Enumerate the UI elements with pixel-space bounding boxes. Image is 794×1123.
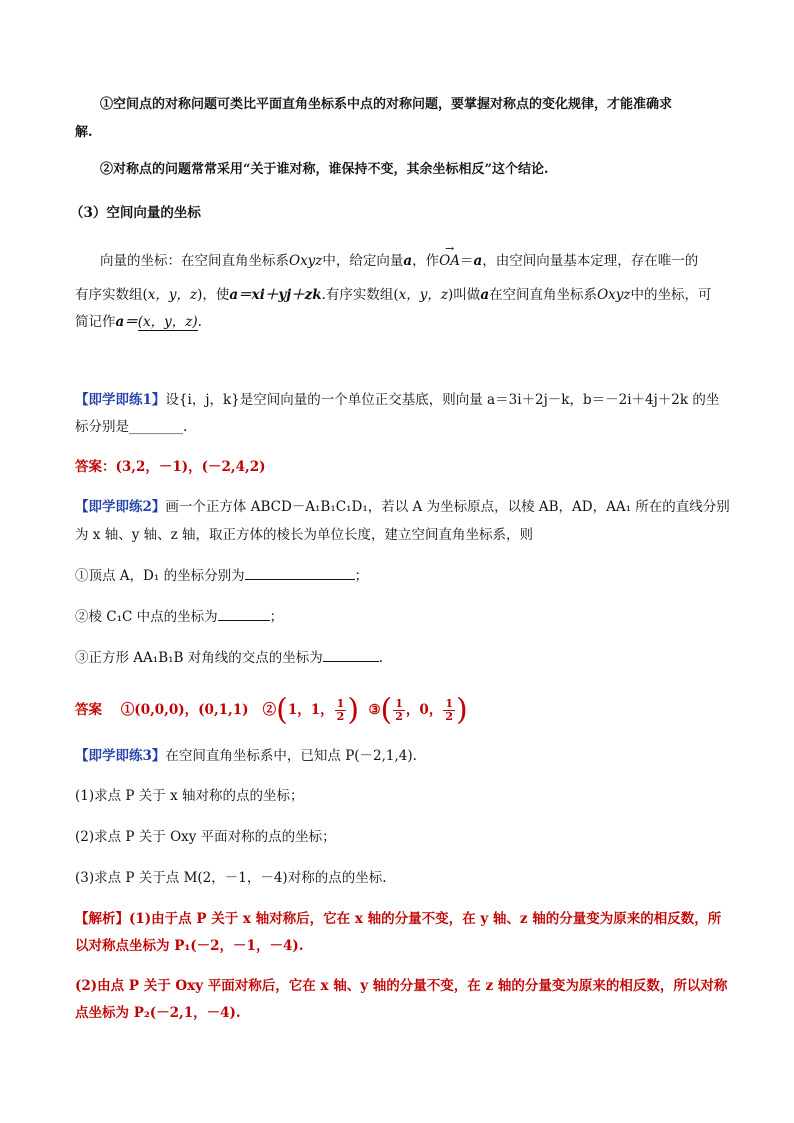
answer-part-2-values: 1，1， (287, 702, 334, 718)
text-segment: 设{i，j，k}是空间向量的一个单位正交基底，则向量 a＝3i＋2j－k，b＝－2i＋4j＋2k 的坐 (165, 392, 720, 408)
exercise-3-analysis-1-line-1 (75, 909, 725, 929)
text-segment: 画一个正方体 ABCD－A₁B₁C₁D₁，若以 A 为坐标原点，以棱 AB，AD，AA₁ 所在的直线分别 (165, 499, 730, 515)
fraction-one-half (335, 698, 347, 723)
answer-text: ：(3,2，－1)，(－2,4,2) (102, 459, 266, 475)
exercise-3-subquestion-3: (3)求点 P 关于点 M(2，－1，－4)对称的点的坐标. (75, 870, 387, 886)
exercise-3-analysis-2-line-2: 点坐标为 P₂(－2,1，－4). (75, 1005, 241, 1021)
right-paren: ) (347, 692, 360, 728)
text-segment: ，作 (412, 253, 440, 269)
exercise-1-answer (75, 457, 725, 477)
vector-a: a (480, 287, 490, 303)
text-segment: x，y，z (398, 287, 449, 303)
text-segment: )，使 (197, 287, 230, 303)
exercise-3-question (75, 746, 725, 766)
text-segment: . (378, 650, 384, 666)
blank-line (323, 647, 379, 662)
exercise-tag: 【即学即练2】 (75, 499, 166, 515)
text-segment: 中的坐标，可 (630, 287, 712, 303)
answer-label: 答案 (75, 459, 102, 475)
exercise-2-answer (75, 690, 725, 730)
fraction-denominator: 2 (336, 710, 345, 723)
left-paren: ( (276, 692, 288, 728)
answer-part-1: ①(0,0,0)，(0,1,1) (120, 702, 249, 718)
exercise-3-subquestion-1: (1)求点 P 关于 x 轴对称的点的坐标； (75, 788, 304, 804)
exercise-1-question-line-1 (75, 390, 725, 410)
fraction-numerator: 1 (445, 697, 453, 710)
exercise-2-part-2 (75, 606, 725, 627)
text-segment: ①顶点 A，D₁ 的坐标分别为 (75, 568, 245, 584)
text-segment: ③正方形 AA₁B₁B 对角线的交点的坐标为 (75, 650, 323, 666)
vector-coord-line-1 (100, 251, 750, 271)
text-segment: 向量的坐标：在空间直角坐标系 (100, 253, 289, 269)
text-segment: .有序实数组( (321, 287, 399, 303)
text-segment: (1)由于点 P 关于 x 轴对称后，它在 x 轴的分量不变，在 y 轴、z 轴的分量变为原来的相反数，所 (129, 911, 722, 927)
fraction-one-half (443, 698, 455, 723)
analysis-label: 【解析】 (75, 911, 129, 927)
text-segment: ，由空间向量基本定理，存在唯一的 (482, 253, 699, 269)
section-title: （3）空间向量的坐标 (70, 205, 201, 221)
text-segment: 有序实数组( (75, 287, 148, 303)
fraction-denominator: 2 (395, 710, 403, 723)
text-segment: ②棱 C₁C 中点的坐标为 (75, 609, 218, 625)
exercise-2-part-1 (75, 565, 725, 586)
answer-label: 答案 (75, 702, 102, 718)
vector-equation: a＝xi＋yj＋zk (229, 287, 322, 303)
fraction-numerator: 1 (336, 697, 345, 710)
exercise-2-question-line-2: 为 x 轴、y 轴、z 轴，取正方体的棱长为单位长度，建立空间直角坐标系，则 (75, 527, 534, 543)
text-segment: 在空间直角坐标系 (489, 287, 598, 303)
left-paren: ( (380, 692, 393, 728)
fraction-numerator: 1 (395, 697, 403, 710)
vector-a: a (473, 253, 483, 269)
text-segment: 在空间直角坐标系中，已知点 P(－2,1,4). (165, 748, 417, 764)
fraction-denominator: 2 (445, 710, 453, 723)
text-segment: ； (269, 609, 284, 625)
text-segment: x，y，z (147, 287, 198, 303)
text-segment: . (197, 314, 202, 330)
blank-line (218, 606, 270, 621)
exercise-tag: 【即学即练1】 (75, 392, 166, 408)
blank-line (245, 565, 355, 580)
text-segment: Oxyz (289, 253, 323, 269)
text-segment: 中，给定向量 (322, 253, 404, 269)
note-2: ②对称点的问题常常采用“关于谁对称，谁保持不变，其余坐标相反”这个结论. (100, 162, 549, 177)
text-segment: ＝ (460, 253, 474, 269)
text-segment: a＝ (115, 314, 138, 330)
answer-part-3-mark: ③ (368, 702, 381, 718)
exercise-1-question-line-2: 标分别是________. (75, 419, 188, 435)
text-segment: 简记作 (75, 314, 116, 330)
vector-coord-line-3 (75, 312, 725, 332)
text-segment: )叫做 (448, 287, 481, 303)
text-segment: Oxyz (597, 287, 631, 303)
answer-part-2-mark: ② (262, 702, 277, 718)
exercise-tag: 【即学即练3】 (75, 748, 166, 764)
answer-underline: (x，y，z) (137, 314, 198, 330)
note-1-line-2: 解. (75, 125, 93, 140)
exercise-3-analysis-2-line-1: (2)由点 P 关于 Oxy 平面对称后，它在 x 轴、y 轴的分量不变，在 z 轴的分量变为原来的相反数，所以对称 (75, 978, 728, 994)
text-segment: ； (354, 568, 369, 584)
answer-part-3-values: ，0， (405, 702, 443, 718)
exercise-3-subquestion-2: (2)求点 P 关于 Oxy 平面对称的点的坐标； (75, 829, 336, 845)
exercise-2-part-3 (75, 647, 725, 668)
vector-coord-line-2 (75, 285, 725, 305)
vector-oa: → OA (439, 251, 460, 271)
right-paren: ) (455, 692, 468, 728)
vector-a: a (403, 253, 413, 269)
note-1-line-1: ①空间点的对称问题可类比平面直角坐标系中点的对称问题，要掌握对称点的变化规律，才能准确求 (100, 97, 673, 112)
fraction-one-half (393, 698, 405, 723)
exercise-3-analysis-1-line-2: 以对称点坐标为 P₁(－2，－1，－4). (75, 938, 304, 954)
exercise-2-question-line-1 (75, 497, 730, 517)
